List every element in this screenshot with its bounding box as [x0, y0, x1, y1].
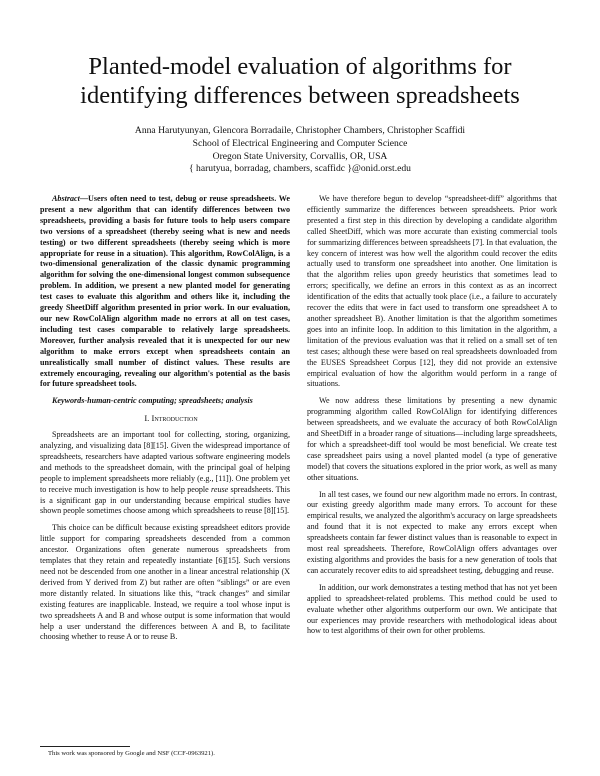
author-university: Oregon State University, Corvallis, OR, USA: [212, 150, 388, 162]
right-paragraph-3: In all test cases, we found our new algorithm made no errors. In contrast, our existing greedy algorithm made many errors. To account for these empirical results, we analyzed the algorithm's accuracy on large spreadsheets and found that it is not expected to make any errors except when spreadsheets contain far fewer distinct values than is reasonable to expect in most real spreadsheets. Therefore, RowColAlign offers advantages over existing algorithms and provides the basis for a new generation of tools that can accurately recover edits to aid spreadsheet testing, debugging and reuse.: [307, 489, 557, 575]
keywords: Keywords-human-centric computing; spreadsheets; analysis: [52, 396, 253, 406]
section-numeral: I.: [144, 413, 150, 424]
abstract-text: —Users often need to test, debug or reuse spreadsheets. We present a new algorithm that can identify differences between two spreadsheets, providing a basis for future tools to help users compare two versions of a spreadsheet (thereby seeing what is new and needs testing) or two different spreadsheets (thereby seeing which is more appropriate for reuse in a situation). This algorithm, RowColAlign, is a two-dimensional generalization of the classic dynamic programming algorithm for solving the one-dimensional longest common subsequence problem. In addition, we present a new planted model for generating test cases to evaluate this algorithm and others like it, including the greedy SheetDiff algorithm presented in prior work. In our evaluation, our new RowColAlign algorithm made no errors at all on test cases, including test cases comparable to relatively large spreadsheets. Moreover, further analysis revealed that it is unexpected for our new algorithm to make errors except when spreadsheets contain an unrealistically small number of distinct values. These results are extremely encouraging, revealing our algorithm's potential as the basis for future spreadsheet tools.: [40, 194, 290, 389]
title-line-2: identifying differences between spreadsheets: [80, 82, 520, 109]
right-paragraph-1: We have therefore begun to develop “spreadsheet-diff” algorithms that efficiently summarize the differences between spreadsheets. Prior work presented a first step in this direction by developing a candidate algorithm called SheetDiff, which was more accurate than existing commercial tools for summarizing differences between spreadsheets [7]. In that evaluation, the key concern of interest was how well the algorithm could recover the edits actually used to transform one spreadsheet into another. One limitation is that the algorithm relies upon greedy heuristics that sometimes lead to errors; specifically, we define an errors in this context as as an incorrect identification of the edits that actually took place (i.e., a failure to accurately recover the edits that were in fact used to transform one spreadsheet A to another spreadsheet B). Another limitation is that the algorithm sometimes goes into an infinite loop. In addition to this limitation in the algorithm, a limitation of the previous evaluation was that it relied on a small set of ten test cases; although these were based on real spreadsheets downloaded from the EUSES Spreadsheet Corpus [12], they did not provide an extensive empirical evaluation of how the algorithm would perform in a range of situations.: [307, 194, 557, 389]
right-column: [307, 194, 557, 643]
left-paragraph-1b: spreadsheets. This is a significant gap in our understanding because empirical studies have shown people sometimes choose among which spreadsheets to reuse [8][15].: [40, 484, 290, 516]
left-paragraph-2: This choice can be difficult because existing spreadsheet editors provide little support for comparing spreadsheets descended from a common ancestor. Organizations often generate numerous spreadsheets from templates that they retain and repeatedly instantiate [6][15]. Such versions need not be descended from one another in a linear ancestral relationship (X derived from Y derived from Z) but rather are often “siblings” or are even more distantly related. In situations like this, “track changes” and similar existing features are inapplicable. Instead, we require a tool whose input is two spreadsheets A and B and whose output is some information that would help a user understand the differences between A and B, to facilitate choosing whether to reuse A or to reuse B.: [40, 523, 290, 642]
author-block: [40, 125, 560, 176]
author-names: Anna Harutyunyan, Glencora Borradaile, Christopher Chambers, Christopher Scaffidi: [134, 125, 466, 136]
section-title: Introduction: [151, 413, 198, 424]
author-emails: { harutyua, borradag, chambers, scaffidc }@onid.orst.edu: [189, 163, 411, 175]
title-line-1: Planted-model evaluation of algorithms for: [88, 53, 512, 80]
right-paragraph-2: We now address these limitations by presenting a new dynamic programming algorithm called RowColAlign for identifying differences between spreadsheets, and we evaluate the accuracy of both RowColAlign and SheetDiff in a broader range of situations—including large spreadsheets, for which a spreadsheet-diff tool would be most beneficial. We create test case spreadsheet pairs using a novel planted model (a type of generative model) that covers the situations explored in the prior work, as well as many other situations.: [307, 396, 557, 482]
left-paragraph-1a: Spreadsheets are an important tool for collecting, storing, organizing, analyzing, and visualizing data [8][15]. Given the widespread importance of spreadsheets, researchers have adapted various software engineering models and methods to the spreadsheet domain, with the principal goal of helping people to implement spreadsheets more reliably (e.g., [11]). One problem yet to receive much investigation is how to help people: [40, 430, 290, 494]
paper-title: [40, 52, 560, 110]
section-heading: [40, 413, 290, 424]
left-paragraph-1-emphasis: reuse: [211, 484, 229, 494]
abstract: [40, 194, 290, 390]
footnote-rule: [40, 746, 130, 747]
right-paragraph-4: In addition, our work demonstrates a testing method that has not yet been applied to spreadsheet-related problems. This method could be used to evaluate whether other algorithms outperform our own. We anticipate that our experiences may provide researchers with methodological ideas about how to test algorithms of their own for other problems.: [307, 582, 557, 636]
abstract-lead: Abstract: [52, 194, 80, 203]
left-column: [40, 194, 290, 649]
author-school: School of Electrical Engineering and Computer Science: [192, 137, 408, 149]
footnote: This work was sponsored by Google and NSF (CCF-0963921).: [48, 750, 215, 757]
left-paragraph-1: [40, 430, 290, 517]
